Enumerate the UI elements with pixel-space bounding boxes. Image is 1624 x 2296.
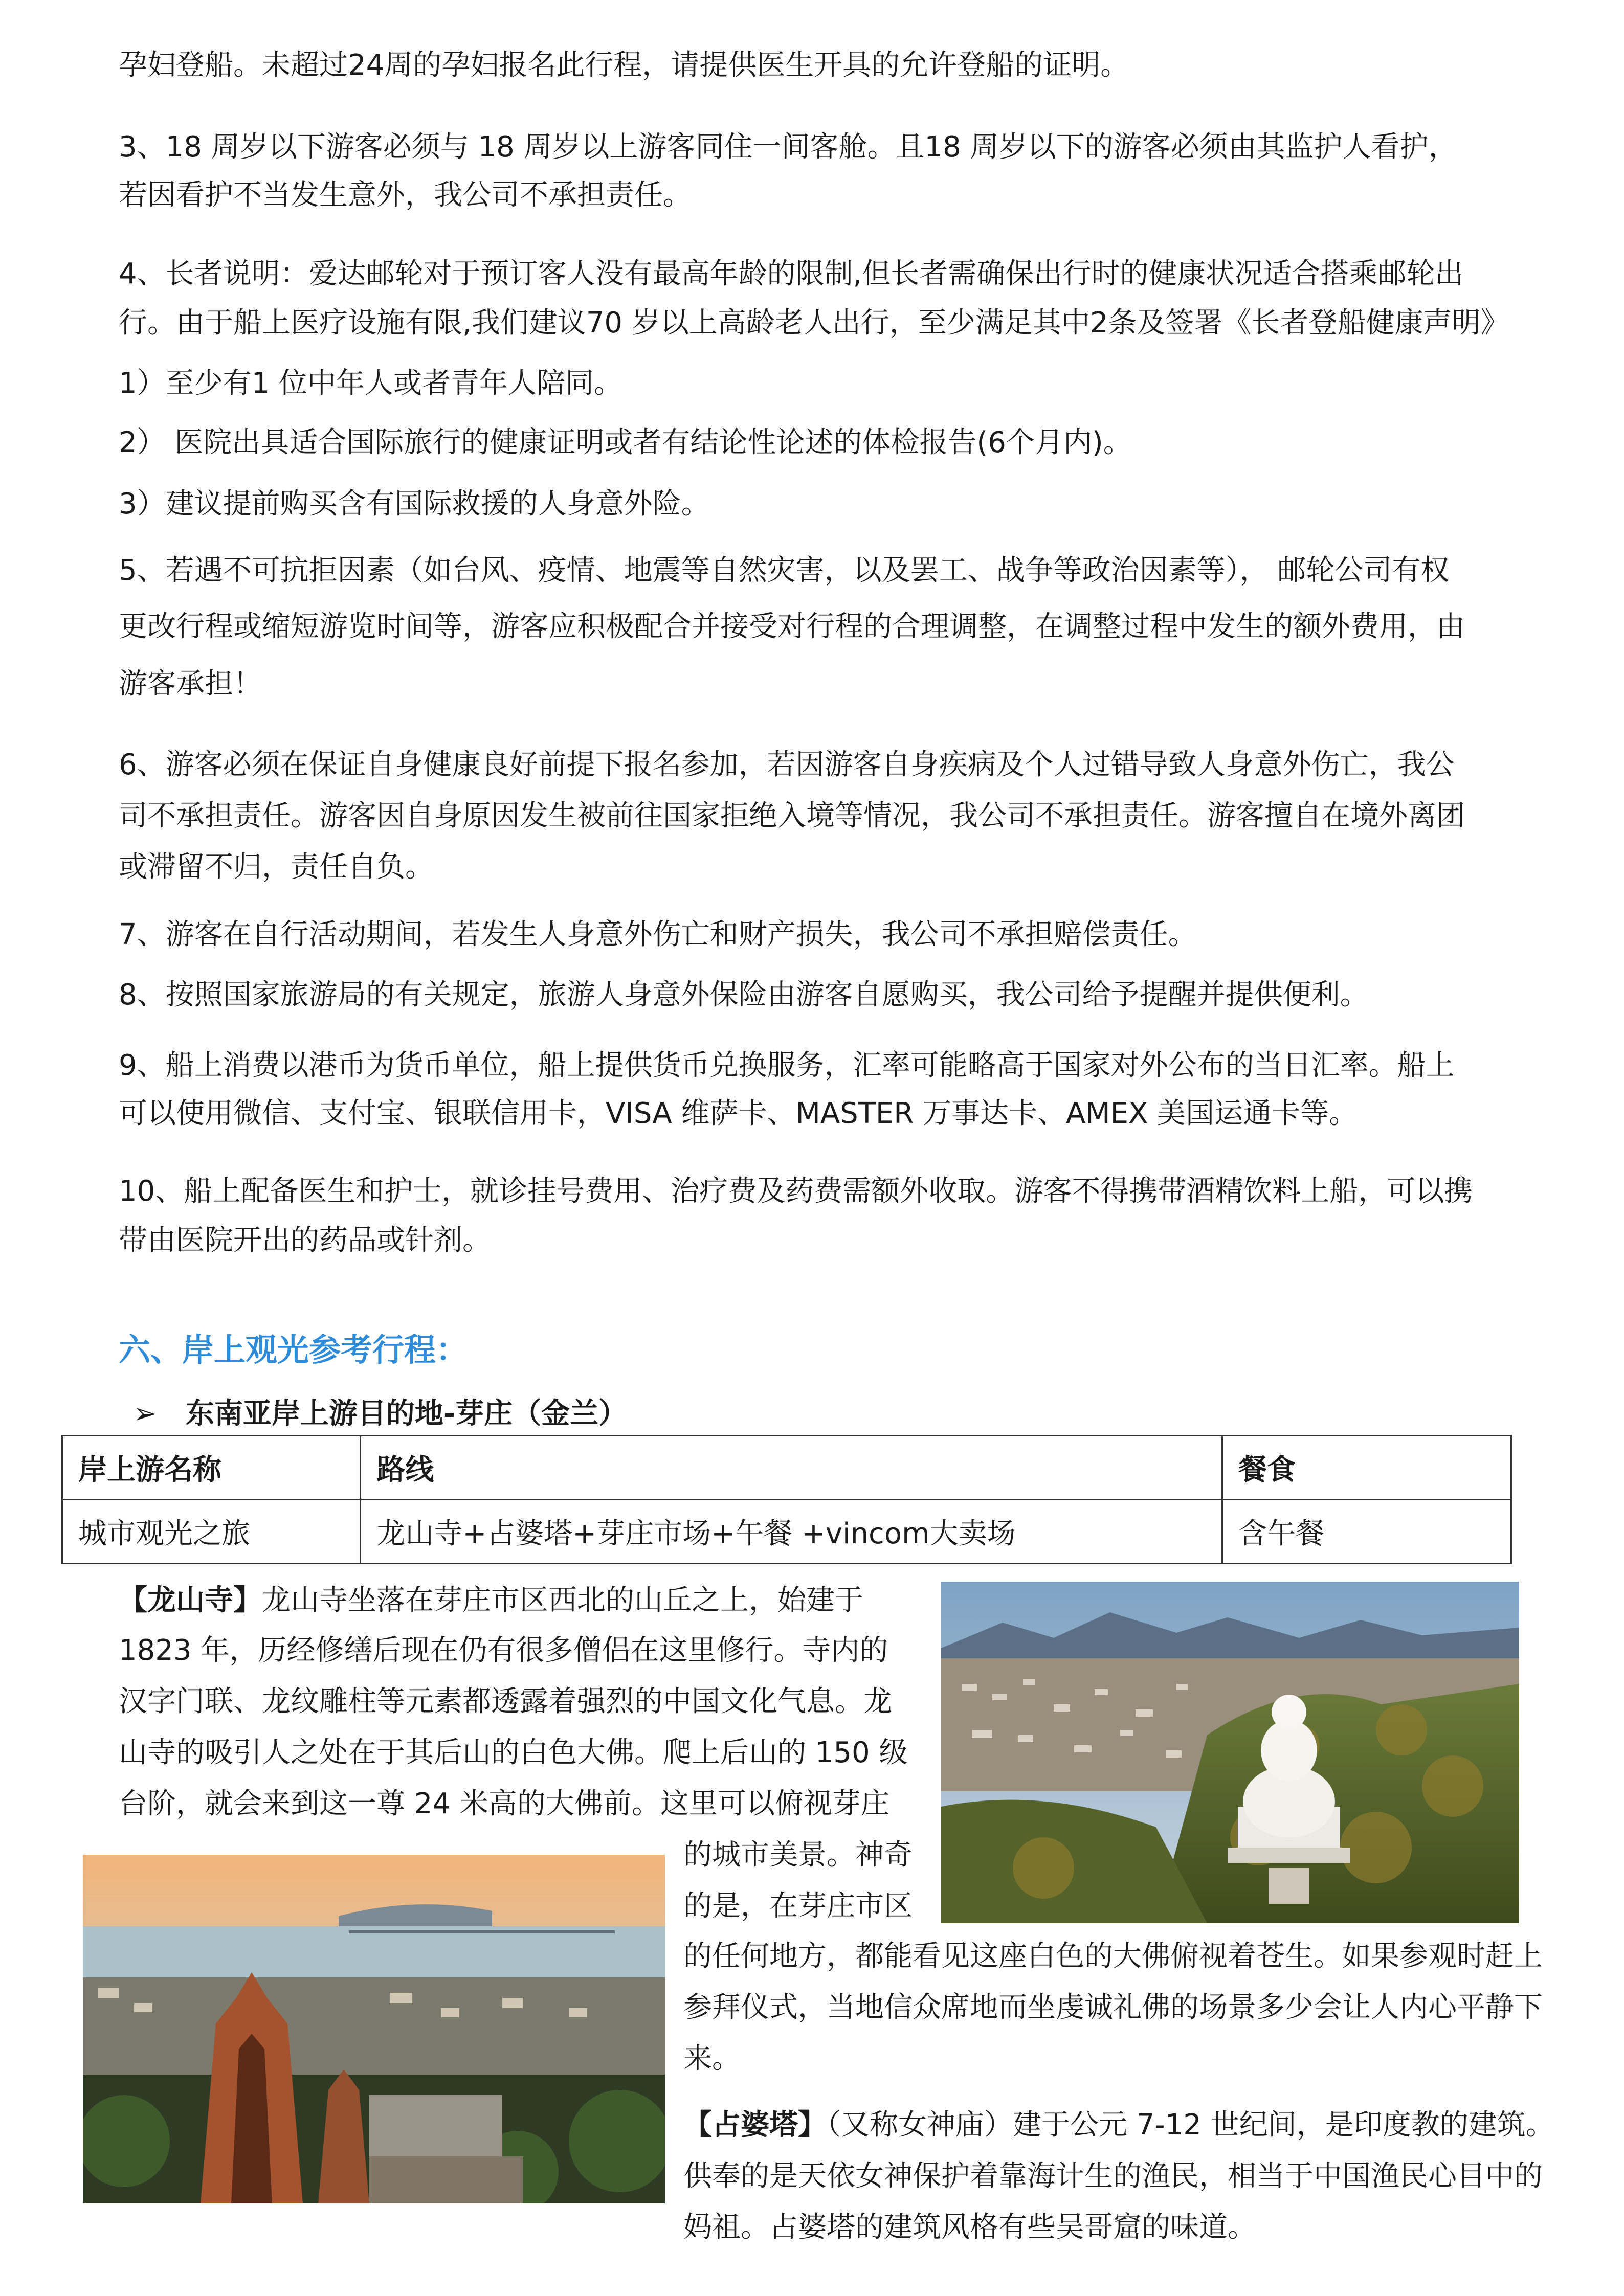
chamtower-label: 【占婆塔】 [683, 2108, 827, 2142]
destination-heading [133, 1391, 627, 1432]
cham-tower-photo [83, 1855, 665, 2203]
note-line: 司不承担责任。游客因自身原因发生被前往国家拒绝入境等情况，我公司不承担责任。游客擅自在境外离团 [119, 799, 1465, 832]
note-line: 带由医院开出的药品或针剂。 [119, 1224, 491, 1257]
arrow-bullet-icon: ➢ [133, 1397, 157, 1430]
longshan-line: 山寺的吸引人之处在于其后山的白色大佛。爬上后山的 150 级 [119, 1736, 908, 1769]
note-line: 8、按照国家旅游局的有关规定，旅游人身意外保险由游客自愿购买，我公司给予提醒并提供便利。 [119, 978, 1369, 1011]
note-line: 3、18 周岁以下游客必须与 18 周岁以上游客同住一间客舱。且18 周岁以下的游客必须由其监护人看护， [119, 130, 1457, 164]
section-title: 六、岸上观光参考行程： [119, 1331, 468, 1368]
table-cell: 城市观光之旅 [62, 1500, 361, 1564]
note-line: 可以使用微信、支付宝、银联信用卡，VISA 维萨卡、MASTER 万事达卡、AMEX 美国运通卡等。 [119, 1097, 1358, 1130]
longshan-line: 的是，在芽庄市区 [683, 1889, 913, 1923]
destination-heading-text: 东南亚岸上游目的地-芽庄（金兰） [185, 1397, 628, 1430]
note-line: 若因看护不当发生意外，我公司不承担责任。 [119, 178, 692, 212]
table-row [62, 1500, 1511, 1564]
note-line: 或滞留不归，责任自负。 [119, 850, 434, 884]
longshan-line-text: 龙山寺坐落在芽庄市区西北的山丘之上，始建于 [262, 1584, 863, 1617]
chamtower-line [683, 2107, 1554, 2144]
shore-excursion-table [61, 1435, 1512, 1564]
note-line: 7、游客在自行活动期间，若发生人身意外伤亡和财产损失，我公司不承担赔偿责任。 [119, 918, 1197, 951]
table-header-cell: 路线 [361, 1436, 1222, 1500]
longshan-line: 台阶，就会来到这一尊 24 米高的大佛前。这里可以俯视芽庄 [119, 1787, 889, 1820]
note-line: 1）至少有1 位中年人或者青年人陪同。 [119, 367, 623, 400]
longshan-line: 参拜仪式，当地信众席地而坐虔诚礼佛的场景多少会让人内心平静下 [683, 1991, 1543, 2024]
note-line: 2） 医院出具适合国际旅行的健康证明或者有结论性论述的体检报告(6个月内)。 [119, 426, 1132, 459]
table-header-row [62, 1436, 1511, 1500]
longshan-line: 汉字门联、龙纹雕柱等元素都透露着强烈的中国文化气息。龙 [119, 1685, 892, 1718]
longshan-line: 1823 年，历经修缮后现在仍有很多僧侣在这里修行。寺内的 [119, 1634, 888, 1667]
note-line: 9、船上消费以港币为货币单位，船上提供货币兑换服务，汇率可能略高于国家对外公布的当日汇率。船上 [119, 1049, 1455, 1082]
chamtower-line: 供奉的是天依女神保护着靠海计生的渔民，相当于中国渔民心目中的 [683, 2159, 1543, 2193]
note-line: 6、游客必须在保证自身健康良好前提下报名参加，若因游客自身疾病及个人过错导致人身意外伤亡，我公 [119, 748, 1455, 781]
note-line: 更改行程或缩短游览时间等，游客应积极配合并接受对行程的合理调整，在调整过程中发生的额外费用，由 [119, 610, 1465, 643]
note-line: 3）建议提前购买含有国际救援的人身意外险。 [119, 487, 710, 521]
white-buddha-photo [941, 1582, 1519, 1923]
table-header-cell: 餐食 [1222, 1436, 1511, 1500]
longshan-label: 【龙山寺】 [119, 1584, 262, 1617]
table-header-cell: 岸上游名称 [62, 1436, 361, 1500]
chamtower-line: 妈祖。占婆塔的建筑风格有些吴哥窟的味道。 [683, 2211, 1256, 2244]
note-line: 游客承担！ [119, 667, 262, 701]
table-cell: 含午餐 [1222, 1500, 1511, 1564]
longshan-line: 的任何地方，都能看见这座白色的大佛俯视着苍生。如果参观时赶上 [683, 1940, 1543, 1973]
note-line: 10、船上配备医生和护士，就诊挂号费用、治疗费及药费需额外收取。游客不得携带酒精饮料上船，可以携 [119, 1175, 1473, 1208]
note-line: 孕妇登船。未超过24周的孕妇报名此行程，请提供医生开具的允许登船的证明。 [119, 49, 1129, 82]
table-cell: 龙山寺+占婆塔+芽庄市场+午餐 +vincom大卖场 [361, 1500, 1222, 1564]
longshan-line: 来。 [683, 2042, 741, 2075]
note-line: 行。由于船上医疗设施有限,我们建议70 岁以上高龄老人出行，至少满足其中2条及签署《长者登船健康声明》 [119, 306, 1509, 340]
longshan-line [119, 1582, 863, 1619]
note-line: 5、若遇不可抗拒因素（如台风、疫情、地震等自然灾害，以及罢工、战争等政治因素等）， 邮轮公司有权 [119, 554, 1450, 587]
longshan-line: 的城市美景。神奇 [683, 1838, 913, 1872]
chamtower-line-text: （又称女神庙）建于公元 7-12 世纪间，是印度教的建筑。 [827, 2108, 1554, 2142]
note-line: 4、长者说明：爱达邮轮对于预订客人没有最高年龄的限制,但长者需确保出行时的健康状况适合搭乘邮轮出 [119, 257, 1464, 290]
